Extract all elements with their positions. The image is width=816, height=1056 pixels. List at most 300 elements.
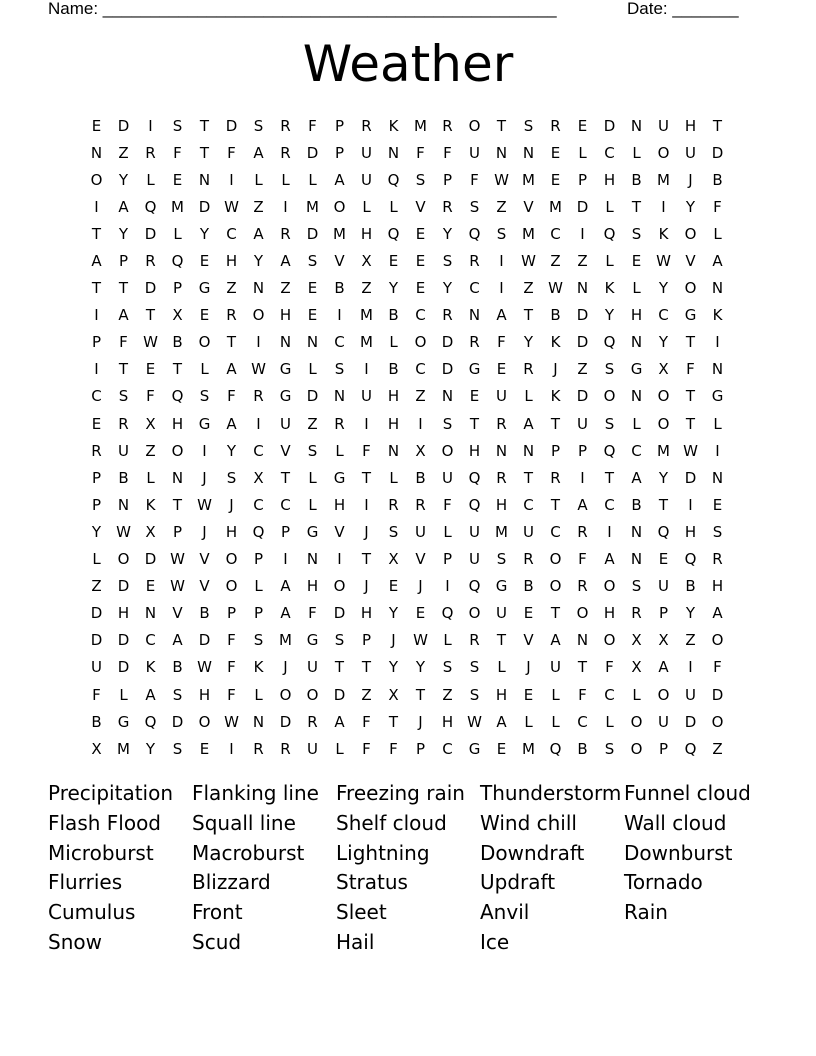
grid-letter: T: [604, 468, 615, 487]
grid-letter: R: [145, 143, 156, 162]
grid-letter: P: [226, 604, 237, 623]
grid-letter: Z: [280, 279, 291, 298]
grid-letter: X: [388, 550, 399, 569]
grid-letter: R: [550, 468, 561, 487]
grid-letter: H: [198, 685, 211, 704]
word-list-item: Flash Flood: [48, 810, 161, 835]
grid-letter: R: [145, 252, 156, 271]
grid-letter: I: [688, 658, 693, 677]
grid-letter: I: [256, 414, 261, 433]
grid-letter: T: [280, 468, 291, 487]
grid-letter: Z: [91, 577, 102, 596]
grid-letter: J: [553, 360, 558, 379]
grid-letter: D: [576, 387, 589, 406]
grid-letter: N: [441, 387, 454, 406]
grid-letter: D: [333, 685, 346, 704]
grid-letter: Q: [468, 495, 481, 514]
grid-letter: T: [469, 414, 480, 433]
grid-letter: D: [711, 143, 724, 162]
grid-letter: D: [171, 712, 184, 731]
grid-letter: O: [225, 577, 238, 596]
grid-letter: D: [684, 712, 697, 731]
grid-letter: S: [631, 224, 642, 243]
word-list-item: Lightning: [336, 840, 430, 865]
grid-letter: A: [550, 631, 561, 650]
grid-letter: L: [605, 252, 614, 271]
grid-letter: Y: [388, 604, 399, 623]
grid-letter: A: [523, 414, 534, 433]
grid-letter: X: [631, 631, 642, 650]
grid-letter: N: [522, 441, 535, 460]
grid-letter: Y: [253, 252, 264, 271]
grid-letter: Q: [657, 522, 670, 541]
grid-letter: S: [172, 116, 183, 135]
grid-letter: A: [631, 468, 642, 487]
grid-letter: O: [414, 333, 427, 352]
grid-letter: S: [334, 631, 345, 650]
grid-letter: P: [442, 170, 453, 189]
grid-letter: O: [603, 577, 616, 596]
grid-letter: O: [549, 577, 562, 596]
grid-letter: B: [118, 468, 129, 487]
grid-letter: I: [94, 306, 99, 325]
grid-letter: G: [198, 414, 211, 433]
grid-letter: Z: [442, 685, 453, 704]
grid-row: [83, 627, 731, 654]
grid-letter: S: [199, 387, 210, 406]
grid-letter: L: [254, 685, 263, 704]
grid-letter: Q: [549, 739, 562, 758]
grid-letter: J: [418, 712, 423, 731]
grid-letter: S: [415, 170, 426, 189]
grid-letter: L: [335, 739, 344, 758]
grid-letter: X: [91, 739, 102, 758]
grid-letter: F: [362, 739, 371, 758]
grid-row: [83, 193, 731, 220]
grid-letter: N: [252, 279, 265, 298]
grid-letter: Y: [658, 468, 669, 487]
grid-letter: S: [388, 522, 399, 541]
grid-row: [83, 356, 731, 383]
grid-letter: D: [117, 577, 130, 596]
grid-letter: I: [418, 414, 423, 433]
grid-letter: P: [577, 441, 588, 460]
grid-letter: I: [445, 577, 450, 596]
grid-row: [83, 302, 731, 329]
grid-letter: L: [524, 387, 533, 406]
grid-letter: S: [496, 550, 507, 569]
grid-row: [83, 600, 731, 627]
grid-letter: B: [523, 577, 534, 596]
grid-letter: R: [496, 414, 507, 433]
grid-letter: R: [442, 116, 453, 135]
grid-letter: Q: [684, 550, 697, 569]
grid-letter: M: [657, 170, 670, 189]
grid-letter: U: [280, 414, 291, 433]
grid-letter: P: [172, 279, 183, 298]
grid-letter: U: [118, 441, 129, 460]
grid-letter: T: [361, 468, 372, 487]
grid-letter: U: [469, 550, 480, 569]
grid-letter: R: [334, 414, 345, 433]
grid-letter: B: [388, 360, 399, 379]
grid-row: [83, 247, 731, 274]
grid-letter: L: [308, 468, 317, 487]
grid-letter: U: [469, 522, 480, 541]
word-list-item: Snow: [48, 929, 102, 954]
grid-letter: I: [364, 495, 369, 514]
grid-letter: G: [279, 387, 292, 406]
grid-letter: T: [361, 550, 372, 569]
grid-letter: N: [630, 387, 643, 406]
word-list-item: Downdraft: [480, 840, 585, 865]
grid-letter: G: [468, 360, 481, 379]
grid-letter: O: [684, 224, 697, 243]
grid-letter: N: [630, 522, 643, 541]
grid-letter: D: [333, 604, 346, 623]
word-list-item: Precipitation: [48, 781, 174, 805]
grid-letter: Q: [603, 224, 616, 243]
grid-letter: R: [469, 252, 480, 271]
grid-letter: S: [334, 360, 345, 379]
grid-letter: U: [361, 170, 372, 189]
grid-letter: I: [580, 224, 585, 243]
grid-letter: T: [91, 279, 102, 298]
grid-letter: L: [605, 197, 614, 216]
grid-letter: W: [224, 197, 239, 216]
grid-letter: S: [307, 252, 318, 271]
grid-row: [83, 573, 731, 600]
grid-letter: T: [172, 495, 183, 514]
grid-letter: F: [578, 685, 587, 704]
grid-letter: M: [414, 116, 427, 135]
grid-letter: I: [283, 550, 288, 569]
grid-letter: T: [496, 116, 507, 135]
grid-letter: X: [388, 685, 399, 704]
grid-row: [83, 654, 731, 681]
word-list: [48, 779, 768, 958]
grid-letter: U: [496, 604, 507, 623]
grid-letter: T: [685, 387, 696, 406]
word-list-item: Hail: [336, 929, 375, 954]
grid-letter: S: [604, 414, 615, 433]
grid-letter: F: [578, 550, 587, 569]
grid-letter: S: [172, 739, 183, 758]
word-list-item: Freezing rain: [336, 781, 465, 805]
grid-letter: D: [576, 333, 589, 352]
grid-letter: G: [711, 387, 724, 406]
grid-letter: R: [253, 387, 264, 406]
grid-letter: C: [658, 306, 669, 325]
grid-letter: T: [631, 197, 642, 216]
grid-letter: W: [494, 170, 509, 189]
grid-letter: P: [577, 170, 588, 189]
grid-letter: A: [496, 712, 507, 731]
grid-letter: L: [254, 577, 263, 596]
grid-letter: F: [227, 658, 236, 677]
grid-letter: O: [549, 550, 562, 569]
grid-letter: Z: [415, 387, 426, 406]
grid-letter: O: [468, 604, 481, 623]
grid-letter: N: [711, 468, 724, 487]
grid-letter: I: [661, 197, 666, 216]
grid-letter: G: [198, 279, 211, 298]
grid-letter: D: [603, 116, 616, 135]
grid-letter: O: [441, 441, 454, 460]
grid-letter: A: [604, 550, 615, 569]
page-title: Weather: [302, 35, 514, 93]
grid-letter: W: [413, 631, 428, 650]
grid-letter: N: [711, 360, 724, 379]
word-list-item: Squall line: [192, 810, 296, 835]
grid-letter: K: [145, 658, 156, 677]
grid-letter: W: [548, 279, 563, 298]
name-field-label: Name: ________________________________________________: [48, 0, 557, 18]
grid-letter: A: [712, 252, 723, 271]
grid-letter: C: [280, 495, 291, 514]
grid-letter: N: [576, 279, 589, 298]
grid-letter: B: [172, 658, 183, 677]
grid-letter: P: [361, 631, 372, 650]
grid-letter: B: [712, 170, 723, 189]
grid-letter: R: [442, 197, 453, 216]
grid-letter: E: [388, 252, 399, 271]
grid-letter: F: [308, 604, 317, 623]
grid-letter: O: [684, 279, 697, 298]
grid-letter: O: [630, 739, 643, 758]
grid-letter: N: [630, 333, 643, 352]
grid-letter: Z: [307, 414, 318, 433]
grid-letter: R: [469, 333, 480, 352]
grid-letter: Z: [361, 279, 372, 298]
grid-letter: N: [198, 170, 211, 189]
grid-letter: R: [361, 116, 372, 135]
grid-letter: Y: [685, 604, 696, 623]
grid-letter: R: [280, 739, 291, 758]
grid-letter: Z: [226, 279, 237, 298]
grid-letter: O: [603, 387, 616, 406]
grid-letter: L: [632, 414, 641, 433]
grid-letter: B: [199, 604, 210, 623]
grid-letter: U: [469, 143, 480, 162]
grid-letter: O: [576, 604, 589, 623]
grid-letter: F: [470, 170, 479, 189]
grid-letter: P: [253, 604, 264, 623]
grid-letter: V: [523, 197, 534, 216]
grid-letter: C: [415, 360, 426, 379]
grid-letter: X: [361, 252, 372, 271]
grid-letter: D: [306, 387, 319, 406]
grid-letter: T: [226, 333, 237, 352]
grid-letter: O: [630, 712, 643, 731]
grid-letter: R: [280, 143, 291, 162]
grid-letter: U: [658, 116, 669, 135]
grid-letter: Y: [523, 333, 534, 352]
grid-letter: W: [467, 712, 482, 731]
grid-letter: L: [173, 224, 182, 243]
grid-letter: I: [94, 197, 99, 216]
grid-letter: T: [172, 360, 183, 379]
grid-letter: E: [631, 252, 642, 271]
grid-letter: R: [388, 495, 399, 514]
grid-letter: H: [333, 495, 346, 514]
grid-letter: R: [118, 414, 129, 433]
grid-row: [83, 437, 731, 464]
grid-letter: V: [334, 252, 345, 271]
grid-letter: L: [119, 685, 128, 704]
grid-letter: G: [306, 631, 319, 650]
grid-letter: F: [389, 739, 398, 758]
grid-letter: D: [576, 306, 589, 325]
word-list-item: Sleet: [336, 900, 387, 925]
grid-letter: Z: [118, 143, 129, 162]
grid-letter: Q: [468, 224, 481, 243]
grid-letter: D: [117, 116, 130, 135]
grid-letter: H: [117, 604, 130, 623]
grid-letter: S: [226, 468, 237, 487]
date-field-label: Date: _______: [627, 0, 739, 18]
grid-letter: I: [283, 197, 288, 216]
grid-letter: M: [495, 522, 508, 541]
grid-letter: T: [577, 658, 588, 677]
grid-row: [83, 491, 731, 518]
grid-letter: T: [91, 224, 102, 243]
grid-letter: E: [523, 604, 534, 623]
grid-letter: J: [391, 631, 396, 650]
grid-letter: E: [307, 279, 318, 298]
grid-letter: E: [415, 252, 426, 271]
grid-letter: K: [550, 333, 561, 352]
grid-letter: C: [145, 631, 156, 650]
grid-letter: E: [199, 739, 210, 758]
grid-letter: A: [712, 604, 723, 623]
grid-letter: L: [605, 712, 614, 731]
grid-letter: I: [499, 252, 504, 271]
word-list-item: Funnel cloud: [624, 781, 751, 805]
grid-letter: R: [307, 712, 318, 731]
grid-letter: G: [279, 360, 292, 379]
grid-letter: L: [362, 197, 371, 216]
grid-letter: I: [337, 550, 342, 569]
grid-letter: S: [523, 116, 534, 135]
grid-letter: M: [171, 197, 184, 216]
grid-letter: Z: [577, 252, 588, 271]
grid-letter: A: [118, 306, 129, 325]
grid-letter: F: [686, 360, 695, 379]
grid-letter: D: [198, 631, 211, 650]
grid-letter: Q: [468, 468, 481, 487]
grid-letter: L: [281, 170, 290, 189]
grid-letter: E: [415, 604, 426, 623]
grid-letter: F: [443, 495, 452, 514]
grid-letter: Y: [226, 441, 237, 460]
grid-letter: R: [226, 306, 237, 325]
grid-letter: R: [577, 577, 588, 596]
word-list-item: Stratus: [336, 870, 408, 895]
grid-letter: T: [658, 495, 669, 514]
grid-letter: G: [306, 522, 319, 541]
grid-letter: L: [92, 550, 101, 569]
grid-letter: H: [441, 712, 454, 731]
grid-letter: L: [308, 170, 317, 189]
grid-letter: P: [172, 522, 183, 541]
grid-letter: Q: [468, 577, 481, 596]
grid-letter: N: [144, 604, 157, 623]
grid-letter: A: [334, 712, 345, 731]
grid-letter: Q: [387, 224, 400, 243]
grid-letter: N: [630, 116, 643, 135]
grid-letter: I: [607, 522, 612, 541]
grid-letter: N: [306, 550, 319, 569]
grid-letter: O: [225, 550, 238, 569]
grid-letter: G: [495, 577, 508, 596]
grid-letter: L: [713, 224, 722, 243]
grid-letter: I: [364, 414, 369, 433]
grid-letter: N: [630, 550, 643, 569]
word-search-grid: [83, 112, 731, 762]
grid-letter: Y: [118, 170, 129, 189]
grid-letter: T: [118, 279, 129, 298]
grid-letter: Q: [684, 739, 697, 758]
word-list-item: Tornado: [624, 870, 703, 895]
grid-letter: C: [550, 224, 561, 243]
grid-letter: S: [442, 658, 453, 677]
grid-letter: I: [499, 279, 504, 298]
grid-letter: H: [711, 577, 724, 596]
grid-letter: H: [306, 577, 319, 596]
grid-letter: T: [523, 468, 534, 487]
grid-letter: W: [170, 550, 185, 569]
grid-letter: N: [711, 279, 724, 298]
grid-letter: V: [415, 197, 426, 216]
grid-letter: O: [198, 333, 211, 352]
grid-letter: N: [387, 143, 400, 162]
grid-letter: D: [279, 712, 292, 731]
grid-letter: F: [713, 197, 722, 216]
grid-letter: I: [364, 360, 369, 379]
grid-letter: E: [199, 252, 210, 271]
grid-letter: K: [604, 279, 615, 298]
grid-letter: O: [657, 387, 670, 406]
grid-letter: K: [145, 495, 156, 514]
grid-letter: H: [603, 604, 616, 623]
grid-letter: H: [684, 522, 697, 541]
grid-letter: N: [495, 143, 508, 162]
grid-letter: N: [468, 306, 481, 325]
grid-letter: D: [117, 658, 130, 677]
grid-row: [83, 329, 731, 356]
grid-letter: Q: [387, 170, 400, 189]
grid-letter: C: [415, 306, 426, 325]
grid-letter: P: [253, 550, 264, 569]
grid-letter: Z: [550, 252, 561, 271]
grid-letter: U: [577, 414, 588, 433]
grid-letter: S: [442, 414, 453, 433]
grid-letter: H: [603, 170, 616, 189]
grid-letter: N: [333, 387, 346, 406]
grid-letter: N: [90, 143, 103, 162]
grid-letter: N: [495, 441, 508, 460]
grid-letter: G: [117, 712, 130, 731]
word-list-item: Flanking line: [192, 781, 319, 805]
grid-letter: I: [94, 360, 99, 379]
grid-letter: I: [580, 468, 585, 487]
grid-letter: F: [227, 631, 236, 650]
grid-letter: V: [199, 550, 210, 569]
grid-row: [83, 735, 731, 762]
grid-letter: R: [496, 468, 507, 487]
grid-letter: R: [712, 550, 723, 569]
